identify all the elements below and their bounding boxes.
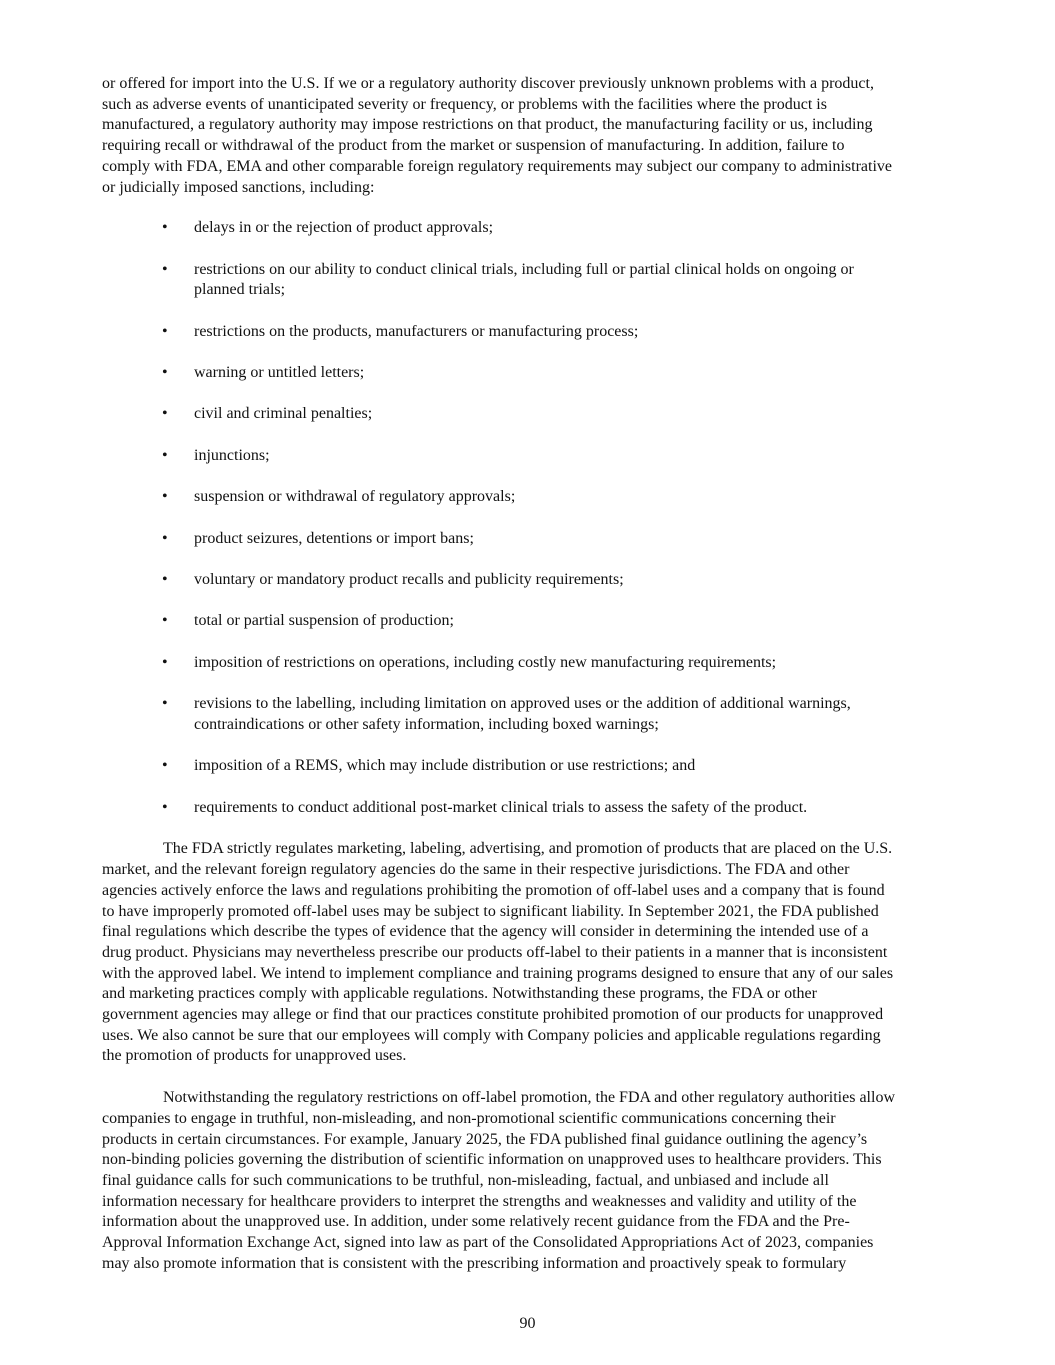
- intro-paragraph: [102, 74, 962, 198]
- bullet-icon: •: [162, 322, 168, 340]
- list-item-text: planned trials;: [194, 281, 286, 299]
- sanctions-list: [102, 218, 962, 818]
- text-line: market, and the relevant foreign regulatory agencies do the same in their respective jurisdictions. The FDA and other: [102, 861, 850, 879]
- text-line: manufactured, a regulatory authority may impose restrictions on that product, the manufacturing facility or us, including: [102, 116, 873, 134]
- list-item: [102, 570, 962, 591]
- bullet-icon: •: [162, 364, 168, 382]
- list-item: [102, 404, 962, 425]
- list-item-text: contraindications or other safety information, including boxed warnings;: [194, 715, 659, 733]
- list-item: [102, 363, 962, 384]
- promotion-regulation-paragraph: [102, 839, 962, 1067]
- bullet-icon: •: [162, 488, 168, 506]
- list-item: [102, 322, 962, 343]
- bullet-icon: •: [162, 446, 168, 464]
- text-line: companies to engage in truthful, non-misleading, and non-promotional scientific communications concerning their: [102, 1109, 836, 1127]
- list-item: [102, 260, 962, 301]
- list-item: [102, 446, 962, 467]
- list-item: [102, 529, 962, 550]
- text-line: final guidance calls for such communications to be truthful, non-misleading, factual, and unbiased and include all: [102, 1171, 829, 1189]
- list-item-text: voluntary or mandatory product recalls and publicity requirements;: [194, 571, 624, 589]
- text-line: government agencies may allege or find that our practices constitute prohibited promotion of our products for unapproved: [102, 1006, 884, 1024]
- text-line: products in certain circumstances. For example, January 2025, the FDA published final guidance outlining the agency’s: [102, 1130, 868, 1148]
- text-line: with the approved label. We intend to implement compliance and training programs designed to ensure that any of our sales: [102, 964, 894, 982]
- list-item: [102, 611, 962, 632]
- text-line: requiring recall or withdrawal of the product from the market or suspension of manufacturing. In addition, failure to: [102, 137, 845, 155]
- list-item-text: restrictions on the products, manufacturers or manufacturing process;: [194, 322, 639, 340]
- bullet-icon: •: [162, 695, 168, 713]
- list-item-text: restrictions on our ability to conduct clinical trials, including full or partial clinical holds on ongoing or: [194, 260, 854, 278]
- text-line: The FDA strictly regulates marketing, labeling, advertising, and promotion of products that are placed on the U.S.: [163, 840, 893, 858]
- text-line: Approval Information Exchange Act, signed into law as part of the Consolidated Appropriations Act of 2023, companies: [102, 1234, 874, 1252]
- bullet-icon: •: [162, 219, 168, 237]
- bullet-icon: •: [162, 612, 168, 630]
- text-line: final regulations which describe the types of evidence that the agency will consider in determining the intended use of a: [102, 923, 869, 941]
- list-item: [102, 798, 962, 819]
- list-item-text: suspension or withdrawal of regulatory approvals;: [194, 488, 516, 506]
- list-item: [102, 487, 962, 508]
- list-item-text: total or partial suspension of production;: [194, 612, 454, 630]
- text-line: such as adverse events of unanticipated severity or frequency, or problems with the facilities where the product is: [102, 95, 827, 113]
- list-item-text: revisions to the labelling, including limitation on approved uses or the addition of additional warnings,: [194, 695, 851, 713]
- text-line: uses. We also cannot be sure that our employees will comply with Company policies and applicable regulations regarding: [102, 1026, 881, 1044]
- list-item: [102, 756, 962, 777]
- page-number: 90: [519, 1315, 536, 1332]
- text-line: Notwithstanding the regulatory restrictions on off-label promotion, the FDA and other regulatory authorities allow: [163, 1089, 895, 1107]
- list-item-text: imposition of a REMS, which may include distribution or use restrictions; and: [194, 757, 696, 775]
- list-item-text: civil and criminal penalties;: [194, 405, 373, 423]
- list-item: [102, 218, 962, 239]
- text-line: to have improperly promoted off-label uses may be subject to significant liability. In September 2021, the FDA published: [102, 902, 879, 920]
- scientific-communications-paragraph: [102, 1088, 962, 1274]
- bullet-icon: •: [162, 798, 168, 816]
- list-item-text: requirements to conduct additional post-market clinical trials to assess the safety of the product.: [194, 798, 808, 816]
- text-line: information necessary for healthcare providers to interpret the strengths and weaknesses and validity and utility of the: [102, 1192, 857, 1210]
- list-item-text: injunctions;: [194, 446, 270, 464]
- bullet-icon: •: [162, 571, 168, 589]
- bullet-icon: •: [162, 260, 168, 278]
- text-line: may also promote information that is consistent with the prescribing information and proactively speak to formulary: [102, 1254, 847, 1272]
- list-item-text: warning or untitled letters;: [194, 364, 365, 382]
- text-line: agencies actively enforce the laws and regulations prohibiting the promotion of off-label uses and a company that is found: [102, 881, 885, 899]
- list-item-text: product seizures, detentions or import bans;: [194, 529, 474, 547]
- text-line: non-binding policies governing the distribution of scientific information on unapproved uses to healthcare providers. This: [102, 1151, 882, 1169]
- bullet-icon: •: [162, 653, 168, 671]
- bullet-icon: •: [162, 529, 168, 547]
- document-page: [102, 74, 962, 1274]
- list-item-text: imposition of restrictions on operations, including costly new manufacturing requirements;: [194, 653, 777, 671]
- list-item: [102, 694, 962, 735]
- text-line: or offered for import into the U.S. If we or a regulatory authority discover previously unknown problems with a product,: [102, 75, 874, 92]
- text-line: the promotion of products for unapproved uses.: [102, 1047, 407, 1065]
- text-line: drug product. Physicians may nevertheless prescribe our products off-label to their patients in a manner that is inconsistent: [102, 943, 888, 961]
- bullet-icon: •: [162, 405, 168, 423]
- text-line: or judicially imposed sanctions, including:: [102, 178, 375, 196]
- list-item: [102, 653, 962, 674]
- text-line: information about the unapproved use. In addition, under some relatively recent guidance from the FDA and the Pre-: [102, 1213, 850, 1231]
- text-line: comply with FDA, EMA and other comparable foreign regulatory requirements may subject our company to administrative: [102, 157, 893, 175]
- list-item-text: delays in or the rejection of product approvals;: [194, 219, 494, 237]
- bullet-icon: •: [162, 757, 168, 775]
- text-line: and marketing practices comply with applicable regulations. Notwithstanding these programs, the FDA or other: [102, 985, 817, 1003]
